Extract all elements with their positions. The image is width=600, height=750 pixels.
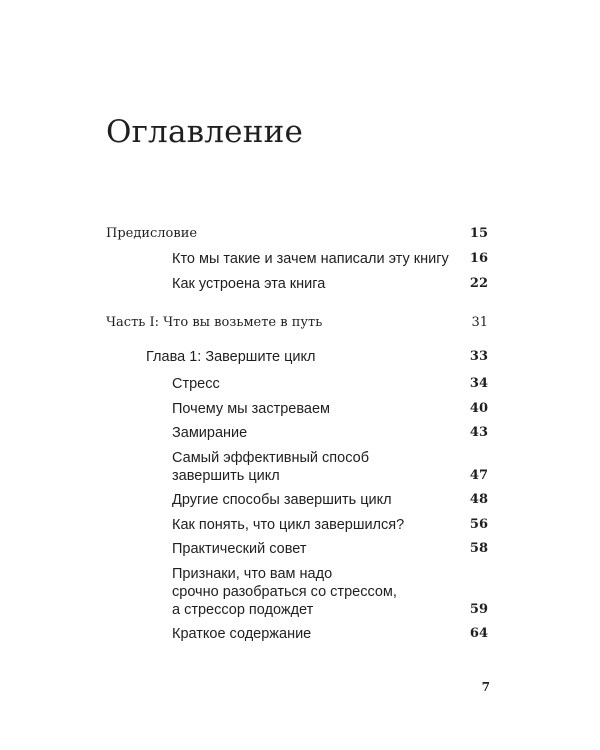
toc-entry-page: 56 [469, 517, 488, 532]
toc-entry-freezing [172, 424, 488, 442]
toc-entry-title: Кто мы такие и зачем написали эту книгу [172, 251, 449, 267]
toc-entry-page: 15 [469, 226, 488, 241]
toc-entry-title: Самый эффективный способ завершить цикл [172, 450, 369, 484]
toc-entry-title: Глава 1: Завершите цикл [146, 349, 316, 365]
toc-entry-page: 59 [469, 602, 488, 617]
toc-entry-how-to-know [172, 516, 488, 534]
toc-entry-title: Стресс [172, 376, 220, 392]
toc-entry-title: Предисловие [106, 226, 198, 241]
toc-entry-book-structure [172, 275, 488, 293]
toc-entry-other-ways [172, 491, 488, 509]
toc-entry-who-we-are [172, 250, 488, 268]
toc-entry-page: 33 [469, 349, 488, 364]
toc-entry-title: Другие способы завершить цикл [172, 492, 392, 508]
toc-entry-title: Как устроена эта книга [172, 276, 326, 292]
toc-entry-page: 64 [469, 626, 488, 641]
toc-entry-page: 34 [469, 376, 488, 391]
toc-entry-title: Почему мы застреваем [172, 401, 330, 417]
toc-entry-page: 31 [471, 315, 488, 330]
toc-entry-page: 48 [469, 492, 488, 507]
toc-entry-stress [172, 375, 488, 393]
toc-entry-foreword [106, 225, 488, 243]
toc-heading: Оглавление [106, 114, 303, 150]
toc-entry-title: Краткое содержание [172, 626, 312, 642]
toc-entry-part-1 [106, 314, 488, 332]
toc-entry-title: Замирание [172, 425, 248, 441]
toc-entry-title: Практический совет [172, 541, 307, 557]
toc-entry-why-stuck [172, 400, 488, 418]
toc-entry-page: 58 [469, 541, 488, 556]
toc-entry-title: Признаки, что вам надо срочно разобраться со стрессом, а стрессор подождет [172, 566, 397, 618]
toc-entry-page: 22 [469, 276, 488, 291]
toc-entry-page: 43 [469, 425, 488, 440]
toc-entry-most-effective-way [172, 449, 488, 485]
toc-entry-page: 16 [469, 251, 488, 266]
toc-entry-title: Часть I: Что вы возьмете в путь [106, 315, 323, 330]
toc-entry-summary [172, 625, 488, 643]
toc-entry-page: 47 [469, 468, 488, 483]
toc-entry-signs [172, 565, 488, 619]
page-number: 7 [481, 680, 490, 694]
toc-entry-page: 40 [469, 401, 488, 416]
toc-entry-title: Как понять, что цикл завершился? [172, 517, 405, 533]
toc-entry-practical-advice [172, 540, 488, 558]
toc-entry-chapter-1 [146, 348, 488, 366]
